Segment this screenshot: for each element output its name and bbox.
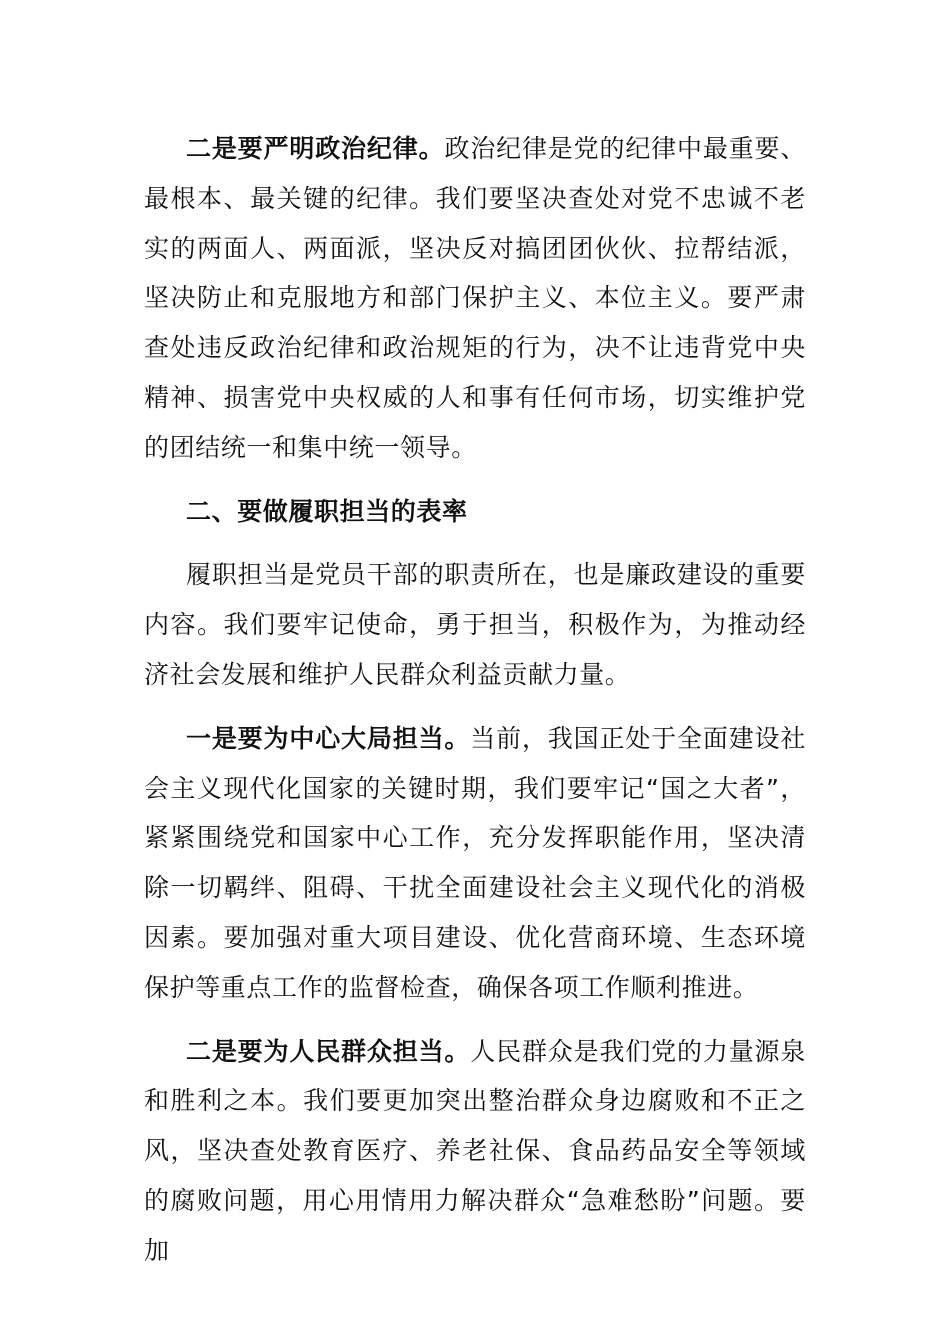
paragraph-text: 当前，我国正处于全面建设社会主义现代化国家的关键时期，我们要牢记“国之大者”，紧紧围绕党和国家中心工作，充分发挥职能作用，坚决清除一切羁绊、阻碍、干扰全面建设社会主义现代化的消极因素。要加强对重大项目建设、优化营商环境、生态环境保护等重点工作的监督检查，确保各项工作顺利推进。 [144, 723, 806, 1002]
paragraph-lead: 一是要为中心大局担当。 [186, 723, 471, 753]
paragraph-central-overall [144, 714, 806, 1013]
paragraph-text: 政治纪律是党的纪律中最重要、最根本、最关键的纪律。我们要坚决查处对党不忠诚不老实的两面人、两面派，坚决反对搞团团伙伙、拉帮结派，坚决防止和克服地方和部门保护主义、本位主义。要严肃查处违反政治纪律和政治规矩的行为，决不让违背党中央精神、损害党中央权威的人和事有任何市场，切实维护党的团结统一和集中统一领导。 [144, 134, 806, 462]
paragraph-people [144, 1027, 806, 1276]
paragraph-text: 履职担当是党员干部的职责所在，也是廉政建设的重要内容。我们要牢记使命，勇于担当，积极作为，为推动经济社会发展和维护人民群众利益贡献力量。 [144, 560, 806, 689]
paragraph-duty-intro [144, 550, 806, 699]
section-heading: 二、要做履职担当的表率 [186, 496, 468, 526]
paragraph-lead: 二是要为人民群众担当。 [186, 1036, 471, 1066]
paragraph-lead: 二是要严明政治纪律。 [186, 134, 445, 163]
paragraph-political-discipline [144, 124, 806, 473]
paragraph-text: 人民群众是我们党的力量源泉和胜利之本。我们要更加突出整治群众身边腐败和不正之风，坚决查处教育医疗、养老社保、食品药品安全等领域的腐败问题，用心用情用力解决群众“急难愁盼”问题。要加 [144, 1036, 806, 1265]
document-body [144, 124, 806, 1290]
